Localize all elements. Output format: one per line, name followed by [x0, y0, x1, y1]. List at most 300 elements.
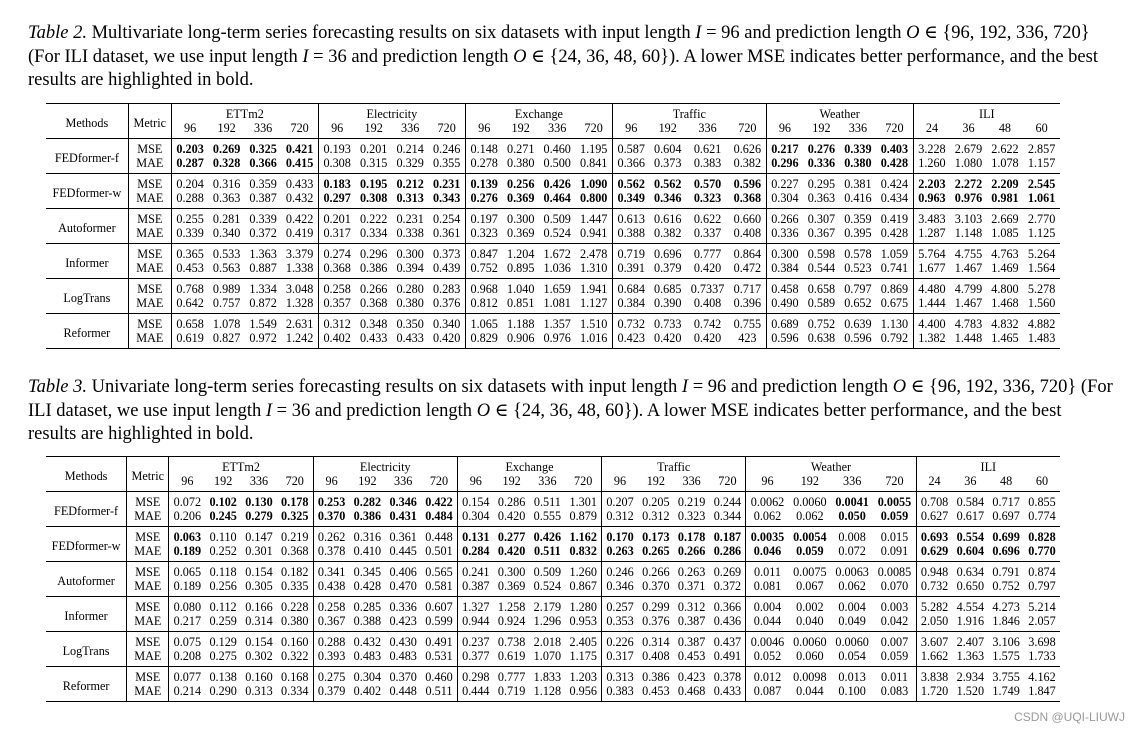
data-cell: 0.581: [421, 579, 457, 597]
data-cell: 0.738: [497, 635, 526, 649]
metric-name: MSE: [127, 562, 169, 580]
length-header: 96: [612, 121, 649, 139]
data-cell: 1.916: [952, 614, 988, 632]
data-cell: 0.378: [710, 667, 746, 685]
method-name: FEDformer-f: [46, 492, 127, 527]
data-cell: 2.405: [565, 632, 601, 650]
watermark: CSDN @UQI-LIUWJ: [1014, 710, 1125, 724]
caption-var: I: [681, 377, 689, 397]
data-cell: [241, 509, 277, 527]
data-cell: 0.757: [208, 296, 244, 314]
data-cell: 0.420: [686, 261, 729, 279]
data-cell: 3.698: [1028, 635, 1056, 649]
data-cell: 0.797: [1024, 579, 1060, 597]
data-cell: 1.677: [913, 261, 950, 279]
data-cell: 0.334: [355, 226, 391, 244]
best-value: 0.276: [470, 191, 498, 205]
data-cell: 0.371: [674, 579, 710, 597]
data-cell: [494, 527, 530, 545]
data-cell: 0.869: [876, 279, 913, 297]
data-cell: 5.282: [920, 600, 949, 614]
data-cell: 0.226: [606, 635, 634, 649]
best-value: 0.604: [956, 544, 985, 558]
dataset-header: Traffic: [602, 457, 746, 475]
data-cell: [950, 174, 986, 192]
data-cell: 0.308: [318, 156, 355, 174]
best-value: 0.981: [991, 191, 1019, 205]
data-cell: 0.256: [205, 579, 241, 597]
data-cell: 0.533: [212, 247, 241, 261]
data-cell: 4.162: [1028, 670, 1056, 684]
best-value: 0.195: [359, 177, 388, 191]
data-cell: 0.295: [807, 177, 836, 191]
table-row: [46, 614, 1060, 632]
metric-name: MSE: [128, 139, 171, 157]
data-cell: [789, 544, 831, 562]
method-name: FEDformer-w: [46, 174, 128, 209]
table-row: [46, 562, 1060, 580]
data-cell: 1.070: [530, 649, 566, 667]
data-cell: 0.390: [649, 296, 685, 314]
data-cell: 1.469: [987, 261, 1023, 279]
length-header: 36: [950, 121, 986, 139]
data-cell: 0.087: [746, 684, 789, 702]
method-name: Informer: [46, 597, 127, 632]
data-cell: 0.376: [428, 296, 465, 314]
data-cell: 0.423: [385, 614, 421, 632]
data-cell: 4.273: [992, 600, 1020, 614]
data-cell: 0.470: [385, 579, 421, 597]
data-cell: 1.720: [916, 684, 952, 702]
data-cell: [313, 509, 349, 527]
data-cell: [840, 139, 876, 157]
data-cell: [803, 156, 839, 174]
best-value: 0.266: [677, 544, 706, 558]
method-name: LogTrans: [46, 279, 128, 314]
best-value: 0.696: [992, 544, 1020, 558]
data-cell: 0.062: [746, 509, 789, 527]
length-header: 192: [649, 121, 685, 139]
data-cell: 0.0062: [750, 495, 785, 509]
data-cell: 0.742: [693, 317, 722, 331]
data-cell: 0.433: [710, 684, 746, 702]
data-cell: 0.420: [649, 331, 685, 349]
dataset-header: Electricity: [313, 457, 457, 475]
data-cell: 4.763: [991, 247, 1019, 261]
data-cell: 0.316: [212, 177, 241, 191]
best-value: 0.131: [462, 530, 490, 544]
data-cell: [602, 527, 638, 545]
data-cell: 0.544: [803, 261, 839, 279]
data-cell: 1.036: [539, 261, 575, 279]
data-cell: 0.367: [313, 614, 349, 632]
data-cell: 2.857: [1027, 142, 1056, 156]
data-cell: 0.752: [465, 261, 502, 279]
data-cell: 0.752: [807, 317, 836, 331]
data-cell: 0.383: [602, 684, 638, 702]
methods-header: Methods: [46, 104, 128, 139]
metric-name: MAE: [128, 296, 171, 314]
data-cell: [241, 492, 277, 510]
data-cell: [457, 527, 493, 545]
data-cell: 0.531: [421, 649, 457, 667]
length-header: 336: [245, 121, 281, 139]
data-cell: 0.777: [497, 670, 526, 684]
data-cell: [602, 544, 638, 562]
data-cell: 0.827: [208, 331, 244, 349]
table-row: [46, 684, 1060, 702]
data-cell: 0.182: [277, 562, 313, 580]
data-cell: 2.050: [916, 614, 952, 632]
data-cell: 0.348: [359, 317, 388, 331]
length-header: 36: [952, 474, 988, 492]
data-cell: 0.300: [506, 212, 535, 226]
data-cell: 0.453: [674, 649, 710, 667]
data-cell: 0.393: [313, 649, 349, 667]
best-value: 0.403: [880, 142, 909, 156]
caption-var: I: [302, 46, 309, 67]
data-cell: 0.304: [766, 191, 803, 209]
best-value: 0.328: [212, 156, 241, 170]
data-cell: 0.408: [638, 649, 674, 667]
data-cell: 4.800: [991, 282, 1019, 296]
data-cell: [840, 156, 876, 174]
data-cell: [710, 527, 746, 545]
data-cell: 1.520: [952, 684, 988, 702]
data-cell: 1.125: [1023, 226, 1060, 244]
length-header: 720: [873, 474, 916, 492]
data-cell: 0.589: [803, 296, 839, 314]
data-cell: 1.833: [533, 670, 562, 684]
data-cell: 0.777: [693, 247, 722, 261]
data-cell: 0.340: [428, 314, 465, 332]
data-cell: 0.317: [318, 226, 355, 244]
data-cell: [987, 174, 1023, 192]
data-cell: 0.373: [649, 156, 685, 174]
data-cell: 2.179: [533, 600, 562, 614]
best-value: 0.369: [506, 191, 535, 205]
data-cell: 1.357: [543, 317, 571, 331]
data-cell: 0.012: [753, 670, 782, 684]
best-value: 1.061: [1027, 191, 1056, 205]
data-cell: 0.387: [677, 635, 706, 649]
data-cell: 0.675: [876, 296, 913, 314]
data-cell: 0.197: [470, 212, 498, 226]
data-cell: [313, 492, 349, 510]
data-cell: 1.382: [913, 331, 950, 349]
best-value: 0.422: [425, 495, 453, 509]
best-value: 0.130: [245, 495, 273, 509]
data-cell: 0.112: [209, 600, 237, 614]
data-cell: 3.838: [920, 670, 949, 684]
data-cell: 1.127: [575, 296, 612, 314]
caption-seg: = 36 and prediction length: [272, 400, 477, 421]
metric-header: Metric: [127, 457, 169, 492]
data-cell: 0.345: [353, 565, 382, 579]
data-cell: 0.408: [729, 226, 766, 244]
data-cell: 0.262: [317, 530, 346, 544]
data-cell: 0.841: [575, 156, 612, 174]
dataset-header: Exchange: [465, 104, 612, 122]
data-cell: 1.287: [913, 226, 950, 244]
data-cell: 3.755: [992, 670, 1020, 684]
data-cell: 0.596: [766, 331, 803, 349]
data-cell: 0.072: [831, 544, 873, 562]
data-cell: [575, 174, 612, 192]
caption-seg: = 96 and prediction length: [701, 23, 907, 43]
data-cell: [803, 139, 839, 157]
metric-name: MSE: [128, 314, 171, 332]
data-cell: 0.067: [789, 579, 831, 597]
table-row: [46, 244, 1060, 262]
data-cell: 0.424: [876, 174, 913, 192]
best-value: 0.308: [359, 191, 388, 205]
data-cell: 0.205: [642, 495, 670, 509]
data-cell: 1.242: [281, 331, 318, 349]
data-cell: 0.428: [876, 226, 913, 244]
table-row: [46, 597, 1060, 615]
length-header: 96: [318, 121, 355, 139]
metric-name: MSE: [128, 174, 171, 192]
data-cell: 0.420: [686, 331, 729, 349]
data-cell: 0.768: [176, 282, 204, 296]
dataset-header: ETTm2: [171, 104, 318, 122]
data-cell: 0.339: [249, 212, 277, 226]
data-cell: 0.0098: [793, 670, 827, 684]
data-cell: 0.0085: [873, 562, 916, 580]
data-cell: 1.448: [950, 331, 986, 349]
data-cell: 0.444: [457, 684, 493, 702]
data-cell: 0.428: [350, 579, 386, 597]
data-cell: 1.260: [913, 156, 950, 174]
data-cell: 0.062: [831, 579, 873, 597]
data-cell: 0.288: [317, 635, 346, 649]
data-cell: [988, 544, 1024, 562]
length-header: 720: [421, 474, 457, 492]
data-cell: 0.434: [876, 191, 913, 209]
data-cell: 0.368: [355, 296, 391, 314]
data-cell: 0.207: [606, 495, 634, 509]
data-cell: 0.410: [350, 544, 386, 562]
data-cell: 0.296: [359, 247, 388, 261]
data-cell: 0.587: [617, 142, 645, 156]
dataset-header: Traffic: [612, 104, 766, 122]
method-name: Autoformer: [46, 209, 128, 244]
best-value: 0.386: [353, 509, 382, 523]
data-cell: 0.968: [470, 282, 498, 296]
data-cell: 0.363: [208, 191, 244, 209]
data-cell: [350, 509, 386, 527]
data-cell: 0.148: [470, 142, 498, 156]
data-cell: [710, 544, 746, 562]
best-value: 0.464: [543, 191, 571, 205]
data-cell: 0.341: [317, 565, 346, 579]
data-cell: 0.511: [421, 684, 457, 702]
best-value: 0.212: [396, 177, 424, 191]
best-value: 0.420: [497, 544, 526, 558]
data-cell: 0.091: [873, 544, 916, 562]
data-cell: 0.555: [530, 509, 566, 527]
data-cell: 1.564: [1023, 261, 1060, 279]
data-cell: 0.313: [606, 670, 634, 684]
data-cell: 0.275: [205, 649, 241, 667]
best-value: 1.162: [569, 530, 597, 544]
data-cell: 0.626: [729, 139, 766, 157]
data-cell: 1.040: [506, 282, 535, 296]
table-row: [46, 579, 1060, 597]
data-cell: 0.402: [350, 684, 386, 702]
data-cell: 0.138: [209, 670, 237, 684]
data-cell: 0.599: [421, 614, 457, 632]
data-cell: 0.346: [602, 579, 638, 597]
data-cell: 1.128: [530, 684, 566, 702]
best-value: 0.277: [497, 530, 526, 544]
data-cell: 3.379: [281, 244, 318, 262]
data-cell: [392, 174, 428, 192]
best-value: 0.287: [176, 156, 204, 170]
data-cell: 0.874: [1028, 565, 1056, 579]
metric-header: Metric: [128, 104, 171, 139]
data-cell: 0.732: [916, 579, 952, 597]
data-cell: 0.460: [543, 142, 571, 156]
data-cell: 0.004: [838, 600, 866, 614]
data-cell: 1.085: [987, 226, 1023, 244]
data-cell: 1.280: [565, 597, 601, 615]
data-cell: 0.420: [428, 331, 465, 349]
best-value: 0.828: [1028, 530, 1056, 544]
best-value: 0.693: [920, 530, 949, 544]
data-cell: 1.941: [575, 279, 612, 297]
dataset-header: Exchange: [457, 457, 601, 475]
data-cell: 0.237: [462, 635, 490, 649]
data-cell: 0.300: [396, 247, 424, 261]
data-cell: 1.080: [950, 156, 986, 174]
best-value: 0.0055: [877, 495, 912, 509]
data-cell: 0.379: [649, 261, 685, 279]
best-value: 0.349: [617, 191, 645, 205]
data-cell: [638, 544, 674, 562]
data-cell: 0.617: [952, 509, 988, 527]
data-cell: 0.391: [612, 261, 649, 279]
data-cell: 0.380: [392, 296, 428, 314]
data-cell: 0.604: [654, 142, 682, 156]
data-cell: [565, 527, 601, 545]
data-cell: 0.433: [392, 331, 428, 349]
data-cell: 0.755: [729, 314, 766, 332]
data-cell: 0.154: [245, 565, 273, 579]
data-cell: 0.269: [710, 562, 746, 580]
data-cell: 1.310: [575, 261, 612, 279]
data-cell: 2.018: [533, 635, 562, 649]
data-cell: [876, 139, 913, 157]
best-value: 0.976: [954, 191, 983, 205]
data-cell: 0.638: [803, 331, 839, 349]
data-cell: [245, 156, 281, 174]
data-cell: 0.658: [176, 317, 204, 331]
data-cell: 0.383: [686, 156, 729, 174]
data-cell: 0.042: [873, 614, 916, 632]
best-value: 0.059: [796, 544, 824, 558]
data-cell: 0.008: [838, 530, 866, 544]
data-cell: 0.448: [421, 527, 457, 545]
data-cell: 4.799: [954, 282, 983, 296]
data-cell: 0.386: [355, 261, 391, 279]
data-cell: [952, 544, 988, 562]
data-cell: [674, 544, 710, 562]
table2: [46, 103, 1060, 349]
data-cell: [766, 139, 803, 157]
best-value: 0.370: [317, 509, 346, 523]
table-row: [46, 174, 1060, 192]
data-cell: 0.275: [317, 670, 346, 684]
data-cell: 0.697: [988, 509, 1024, 527]
data-cell: 0.258: [317, 600, 346, 614]
table-row: [46, 296, 1060, 314]
data-cell: 0.402: [318, 331, 355, 349]
data-cell: 0.254: [428, 209, 465, 227]
best-value: 0.325: [249, 142, 277, 156]
data-cell: 0.219: [677, 495, 706, 509]
data-cell: 0.650: [952, 579, 988, 597]
caption-seg: = 96 and prediction length: [688, 377, 893, 397]
data-cell: 0.941: [575, 226, 612, 244]
data-cell: 0.266: [359, 282, 388, 296]
data-cell: 0.049: [831, 614, 873, 632]
data-cell: [457, 544, 493, 562]
length-header: 336: [539, 121, 575, 139]
length-header: 720: [277, 474, 313, 492]
metric-name: MSE: [127, 632, 169, 650]
metric-name: MAE: [128, 261, 171, 279]
data-cell: 0.741: [876, 261, 913, 279]
data-cell: 0.271: [506, 142, 535, 156]
data-cell: [729, 191, 766, 209]
table-row: [46, 331, 1060, 349]
best-value: 0.313: [396, 191, 424, 205]
data-cell: 0.944: [457, 614, 493, 632]
data-cell: 1.560: [1023, 296, 1060, 314]
metric-name: MAE: [127, 614, 169, 632]
best-value: 0.139: [470, 177, 498, 191]
data-cell: 2.478: [575, 244, 612, 262]
best-value: 0.253: [317, 495, 346, 509]
data-cell: 0.423: [677, 670, 706, 684]
data-cell: 0.437: [710, 632, 746, 650]
best-value: 1.090: [579, 177, 608, 191]
length-header: 192: [355, 121, 391, 139]
data-cell: 0.081: [746, 579, 789, 597]
data-cell: 1.078: [987, 156, 1023, 174]
data-cell: [428, 174, 465, 192]
data-cell: 0.054: [831, 649, 873, 667]
data-cell: 0.387: [457, 579, 493, 597]
best-value: 0.415: [285, 156, 314, 170]
data-cell: [674, 527, 710, 545]
data-cell: 1.467: [950, 261, 986, 279]
data-cell: 0.258: [323, 282, 351, 296]
best-value: 0.554: [956, 530, 985, 544]
metric-name: MAE: [127, 579, 169, 597]
data-cell: 1.195: [575, 139, 612, 157]
length-header: 96: [171, 121, 208, 139]
data-cell: 0.406: [389, 565, 417, 579]
data-cell: [766, 156, 803, 174]
length-header: 720: [710, 474, 746, 492]
data-cell: 0.299: [642, 600, 670, 614]
data-cell: 0.634: [956, 565, 985, 579]
data-cell: 1.363: [249, 247, 277, 261]
data-cell: 0.684: [617, 282, 645, 296]
